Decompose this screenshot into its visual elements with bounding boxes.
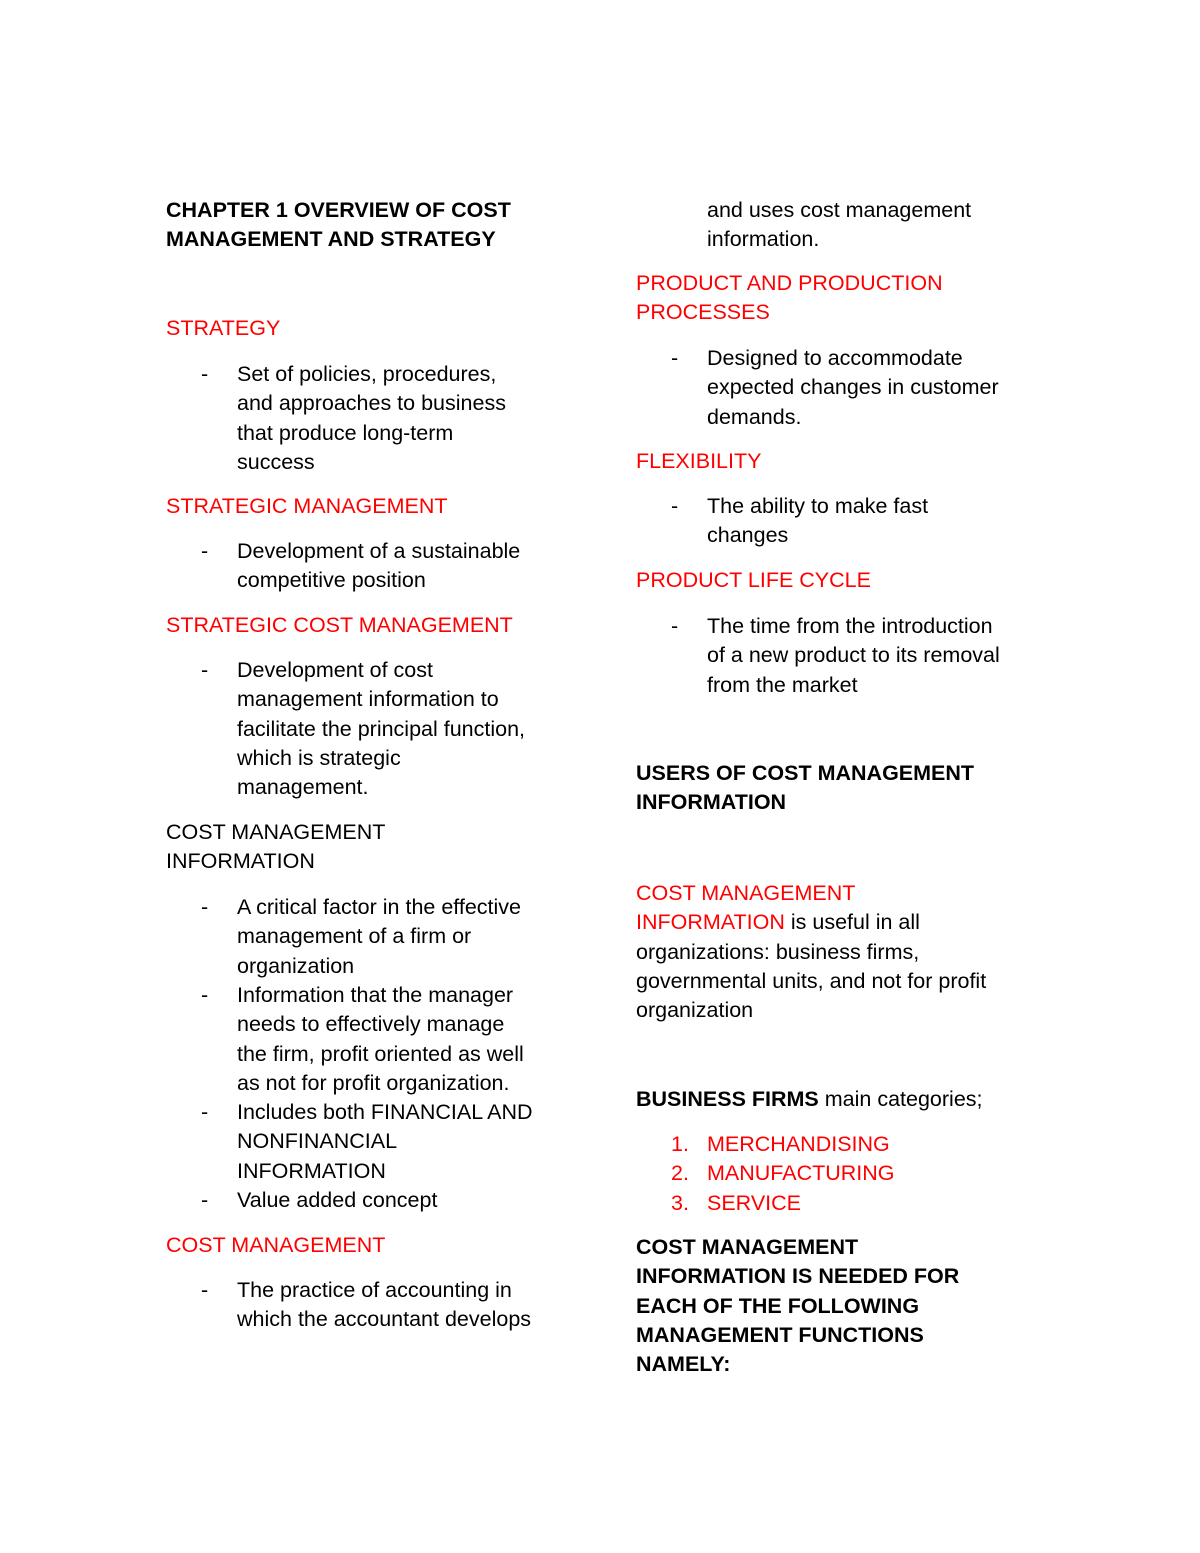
list-item: 3. SERVICE	[671, 1190, 801, 1215]
document-page: CHAPTER 1 OVERVIEW OF COST MANAGEMENT AND STRATEGY STRATEGY - Set of policies, procedures, and approaches to business that produce long-term success STRATEGIC MANAGEMENT - Development of a sustainable competitive position STRATEGIC COST MANAGEMENT - Development of cost management information to facilitate the principal function, which is strategic management. COST MANAGEMENT INFORMATION - A critical factor in the effective management of a firm or organization - Information that the manager needs to effectively manage the firm, profit oriented as well as not for profit organization. - Includes both FINANCIAL AND NONFINANCIAL INFORMATION - Value added concept COST MANAGEMENT - The practice of accounting in which the accountant develops and uses cost management information. PRODUCT AND PRODUCTION PROCESSES - Designed to accommodate expected changes in customer demands. FLEXIBILITY - The ability to make fast changes PRODUCT LIFE CYCLE - The time from the introduction of a new product to its removal from the market USERS OF COST MANAGEMENT INFORMATION COST MANAGEMENT INFORMATION is useful in all organizations: business firms, governmental units, and not for profit organization BUSINESS FIRMS main categories; 1. MERCHANDISING 2. MANUFACTURING 3. SERVICE COST MANAGEMENT INFORMATION IS NEEDED FOR EACH OF THE FOLLOWING MANAGEMENT FUNCTIONS NAMELY:	[0, 0, 1200, 1553]
cmi-paragraph: COST MANAGEMENT INFORMATION is useful in all organizations: business firms, governmental units, and not for profit organization	[636, 881, 987, 1023]
business-firms-line: BUSINESS FIRMS main categories;	[636, 1087, 983, 1111]
categories-list	[636, 1130, 1046, 1220]
product-processes-heading: PRODUCT AND PRODUCTION PROCESSES	[636, 271, 943, 325]
strategic-management-heading: STRATEGIC MANAGEMENT	[166, 494, 448, 518]
cost-management-heading: COST MANAGEMENT	[166, 1233, 386, 1257]
list-item: 2. MANUFACTURING	[671, 1161, 895, 1186]
strategy-heading: STRATEGY	[166, 316, 281, 340]
chapter-title: CHAPTER 1 OVERVIEW OF COST MANAGEMENT AND STRATEGY	[166, 198, 511, 252]
functions-heading: COST MANAGEMENT INFORMATION IS NEEDED FOR EACH OF THE FOLLOWING MANAGEMENT FUNCTIONS NAMELY:	[636, 1235, 960, 1377]
strategic-cost-management-heading: STRATEGIC COST MANAGEMENT	[166, 613, 513, 637]
flexibility-heading: FLEXIBILITY	[636, 449, 762, 473]
product-life-cycle-heading: PRODUCT LIFE CYCLE	[636, 568, 871, 592]
list-item: 1. MERCHANDISING	[671, 1132, 890, 1156]
users-heading: USERS OF COST MANAGEMENT INFORMATION	[636, 761, 975, 815]
cost-management-information-heading: COST MANAGEMENT INFORMATION	[166, 820, 386, 874]
